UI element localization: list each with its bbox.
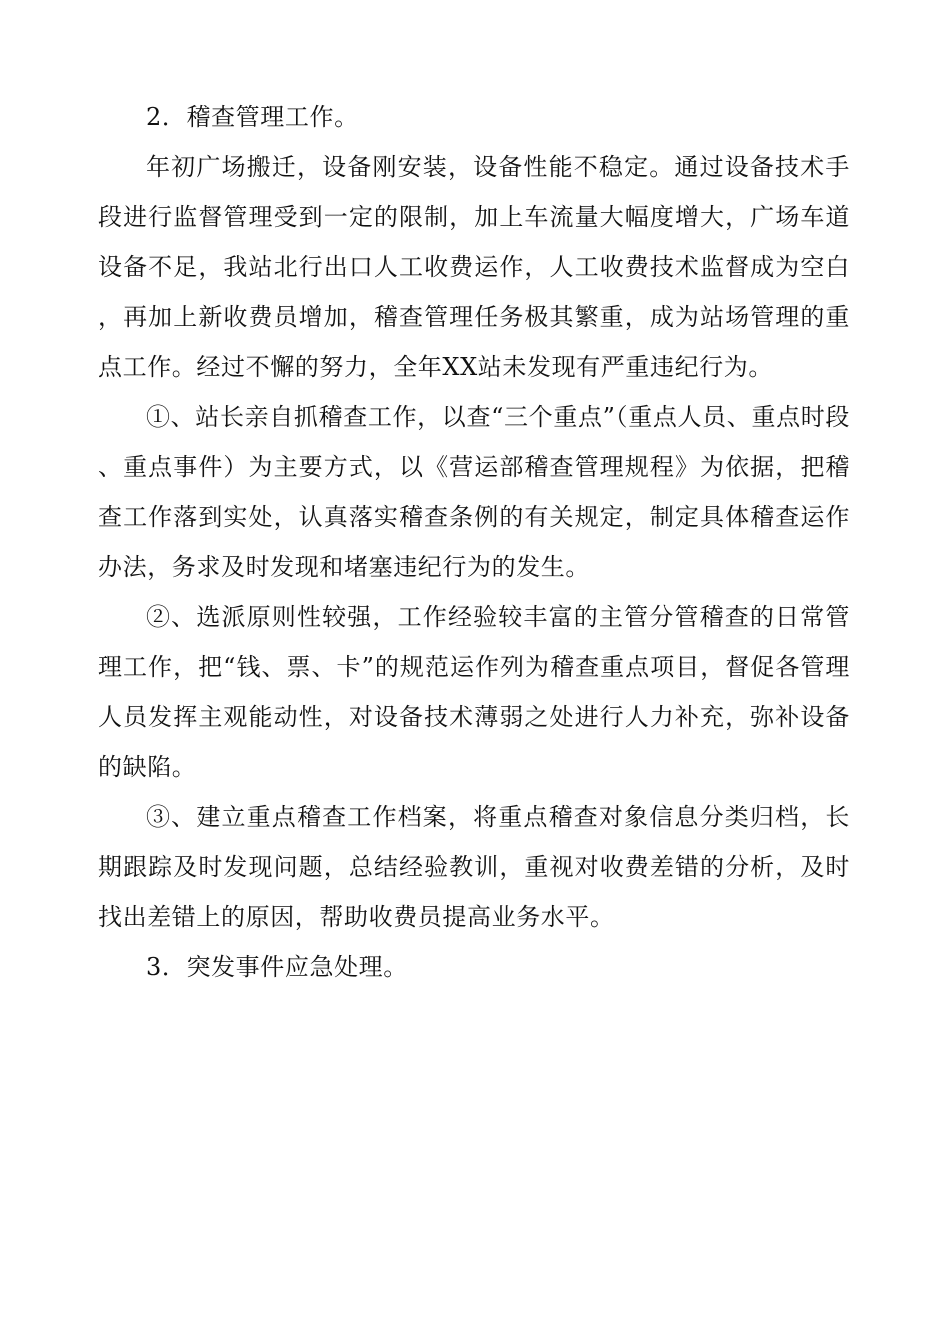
paragraph-item-3: ③、建立重点稽查工作档案，将重点稽查对象信息分类归档，长期跟踪及时发现问题，总结经验教训，重视对收费差错的分析，及时找出差错上的原因，帮助收费员提高业务水平。: [98, 803, 850, 931]
paragraph-item-1: ①、站长亲自抓稽查工作，以查“三个重点”（重点人员、重点时段、重点事件）为主要方式，以《营运部稽查管理规程》为依据，把稽查工作落到实处，认真落实稽查条例的有关规定，制定具体稽查运作办法，务求及时发现和堵塞违纪行为的发生。: [98, 403, 850, 581]
section-heading-audit: 2．稽查管理工作。: [146, 103, 359, 131]
paragraph-overview: 年初广场搬迁，设备刚安装，设备性能不稳定。通过设备技术手段进行监督管理受到一定的限制，加上车流量大幅度增大，广场车道设备不足，我站北行出口人工收费运作，人工收费技术监督成为空白，再加上新收费员增加，稽查管理任务极其繁重，成为站场管理的重点工作。经过不懈的努力，全年XX站未发现有严重违纪行为。: [98, 153, 850, 381]
document-body: [98, 92, 850, 992]
paragraph-item-2: ②、选派原则性较强，工作经验较丰富的主管分管稽查的日常管理工作，把“钱、票、卡”的规范运作列为稽查重点项目，督促各管理人员发挥主观能动性，对设备技术薄弱之处进行人力补充，弥补设备的缺陷。: [98, 603, 850, 781]
section-heading-emergency: 3．突发事件应急处理。: [146, 953, 408, 981]
